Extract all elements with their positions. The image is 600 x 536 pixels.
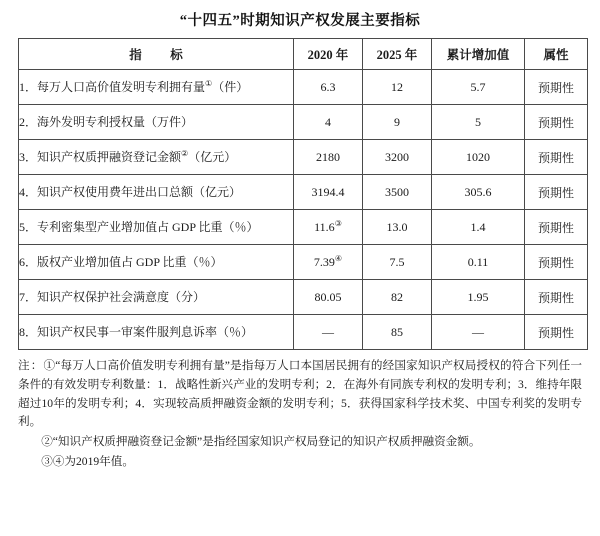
cell-attribute: 预期性 — [525, 175, 588, 210]
cell-2020: 7.39④ — [294, 245, 363, 280]
cell-2020: 6.3 — [294, 70, 363, 105]
cell-attribute: 预期性 — [525, 280, 588, 315]
cell-2020: 11.6③ — [294, 210, 363, 245]
cell-2025: 85 — [363, 315, 432, 350]
footnote-block-3 — [18, 453, 582, 472]
column-header-indicator: 指 标 — [19, 39, 294, 70]
cell-2025: 3500 — [363, 175, 432, 210]
table-header-row — [19, 39, 588, 70]
cell-indicator: 7．知识产权保护社会满意度（分） — [19, 280, 294, 315]
cell-2020: — — [294, 315, 363, 350]
table-row — [19, 315, 588, 350]
cell-delta: 1020 — [432, 140, 525, 175]
footnote-marker: ③ — [334, 218, 342, 228]
table-body — [19, 70, 588, 350]
table-row — [19, 245, 588, 280]
footnote-1-text: ①“每万人口高价值发明专利拥有量”是指每万人口本国居民拥有的经国家知识产权局授权的符合下列任一条件的有效发明专利数量：1．战略性新兴产业的发明专利；2．在海外有同族专利权的发明专利；3．维持年限超过10年的发明专利；4．实现较高质押融资金额的发明专利；5．获得国家科学技术奖、中国专利奖的发明专利。 — [18, 359, 582, 429]
table-row — [19, 140, 588, 175]
footnote-label: 注： — [18, 359, 44, 372]
cell-2025: 7.5 — [363, 245, 432, 280]
cell-attribute: 预期性 — [525, 140, 588, 175]
cell-2025: 82 — [363, 280, 432, 315]
table-row — [19, 175, 588, 210]
cell-delta: — — [432, 315, 525, 350]
table-header — [19, 39, 588, 70]
footnote-3-text: ③④为2019年值。 — [41, 454, 134, 468]
cell-indicator: 6．版权产业增加值占 GDP 比重（％） — [19, 245, 294, 280]
cell-attribute: 预期性 — [525, 245, 588, 280]
cell-2020: 2180 — [294, 140, 363, 175]
column-header-2025: 2025 年 — [363, 39, 432, 70]
indicators-table — [18, 38, 588, 350]
cell-indicator: 1．每万人口高价值发明专利拥有量①（件） — [19, 70, 294, 105]
cell-indicator: 8．知识产权民事一审案件服判息诉率（％） — [19, 315, 294, 350]
cell-attribute: 预期性 — [525, 315, 588, 350]
table-row — [19, 105, 588, 140]
column-header-attribute: 属性 — [525, 39, 588, 70]
cell-indicator: 2．海外发明专利授权量（万件） — [19, 105, 294, 140]
footnote-block-2 — [18, 433, 582, 452]
cell-2020: 3194.4 — [294, 175, 363, 210]
footnote-marker: ① — [205, 78, 213, 88]
footnote-marker: ② — [181, 148, 189, 158]
cell-delta: 5.7 — [432, 70, 525, 105]
column-header-cumulative-increase: 累计增加值 — [432, 39, 525, 70]
table-row — [19, 210, 588, 245]
cell-delta: 1.95 — [432, 280, 525, 315]
cell-delta: 1.4 — [432, 210, 525, 245]
cell-attribute: 预期性 — [525, 70, 588, 105]
table-row — [19, 70, 588, 105]
cell-2025: 9 — [363, 105, 432, 140]
column-header-2020: 2020 年 — [294, 39, 363, 70]
footnote-2-text: ②“知识产权质押融资登记金额”是指经国家知识产权局登记的知识产权质押融资金额。 — [41, 435, 481, 449]
cell-delta: 5 — [432, 105, 525, 140]
page-title: “十四五”时期知识产权发展主要指标 — [179, 13, 421, 29]
cell-attribute: 预期性 — [525, 105, 588, 140]
cell-attribute: 预期性 — [525, 210, 588, 245]
cell-indicator: 3．知识产权质押融资登记金额②（亿元） — [19, 140, 294, 175]
cell-2025: 12 — [363, 70, 432, 105]
footnotes — [18, 357, 582, 472]
footnote-block-1 — [18, 357, 582, 432]
cell-2025: 3200 — [363, 140, 432, 175]
cell-2020: 4 — [294, 105, 363, 140]
cell-indicator: 4．知识产权使用费年进出口总额（亿元） — [19, 175, 294, 210]
footnote-marker: ④ — [334, 253, 343, 263]
cell-2020: 80.05 — [294, 280, 363, 315]
cell-delta: 0.11 — [432, 245, 525, 280]
cell-2025: 13.0 — [363, 210, 432, 245]
table-row — [19, 280, 588, 315]
cell-indicator: 5．专利密集型产业增加值占 GDP 比重（％） — [19, 210, 294, 245]
cell-delta: 305.6 — [432, 175, 525, 210]
